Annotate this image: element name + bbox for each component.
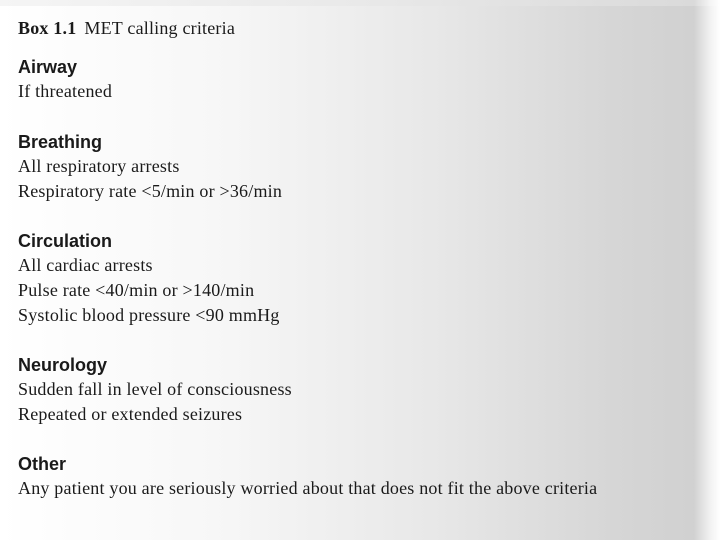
section-breathing [18, 130, 698, 204]
section-line: Sudden fall in level of consciousness [18, 379, 292, 399]
section-heading: Other [18, 454, 67, 474]
section-heading: Breathing [18, 132, 103, 152]
section-line: Systolic blood pressure <90 mmHg [18, 305, 280, 325]
criteria-box [18, 14, 698, 501]
section-heading: Airway [18, 57, 78, 77]
box-number: Box 1.1 [18, 18, 77, 38]
section-line: Respiratory rate <5/min or >36/min [18, 181, 283, 201]
box-title [18, 14, 698, 42]
section-line: All respiratory arrests [18, 156, 180, 176]
section-other [18, 452, 698, 501]
section-line: Repeated or extended seizures [18, 404, 243, 424]
section-neurology [18, 353, 698, 427]
section-circulation [18, 229, 698, 328]
section-airway [18, 55, 698, 104]
section-heading: Neurology [18, 355, 108, 375]
section-line: All cardiac arrests [18, 255, 153, 275]
box-title-text: MET calling criteria [84, 18, 236, 38]
section-heading: Circulation [18, 231, 113, 251]
section-line: If threatened [18, 81, 113, 101]
section-line: Any patient you are seriously worried about that does not fit the above criteria [18, 478, 598, 498]
top-border [0, 0, 720, 6]
section-line: Pulse rate <40/min or >140/min [18, 280, 255, 300]
